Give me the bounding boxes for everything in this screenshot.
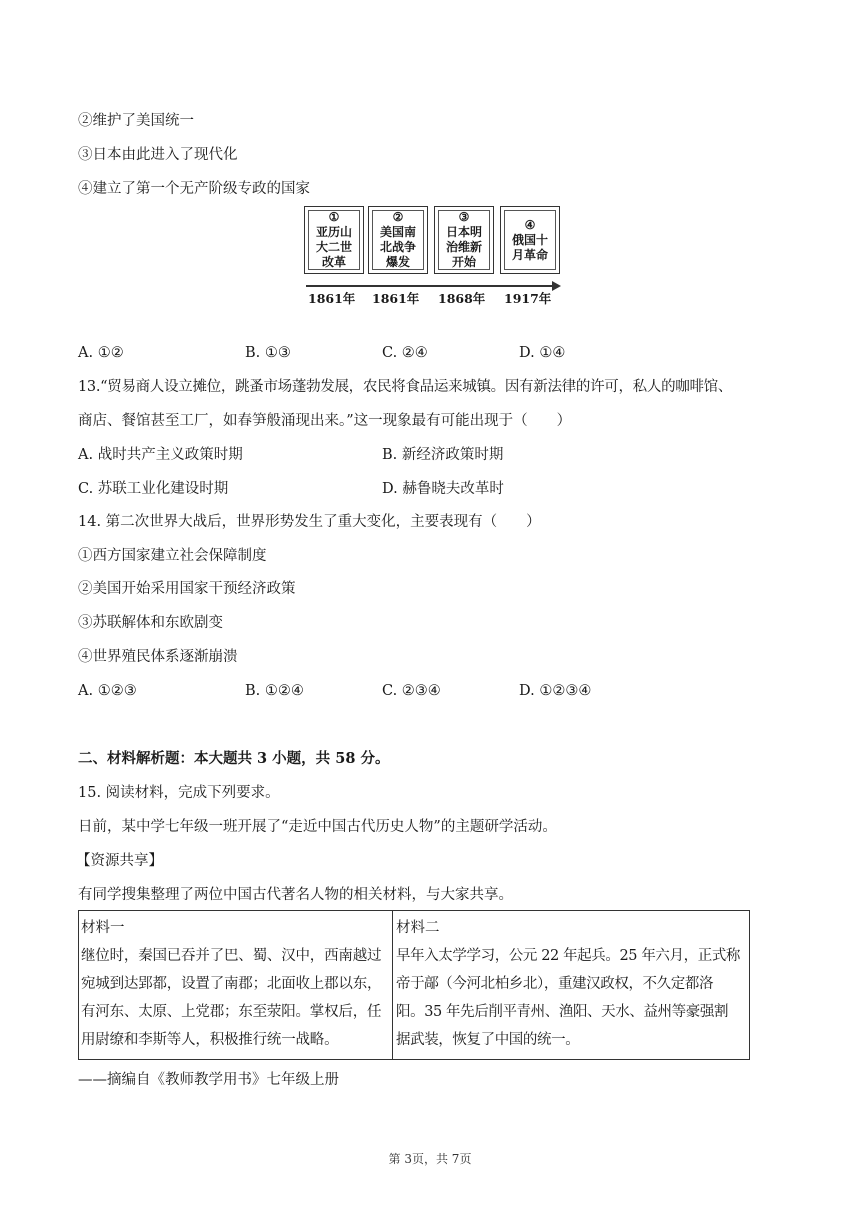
timeline-event-4 bbox=[500, 206, 560, 274]
q14-stem: 14. 第二次世界大战后，世界形势发生了重大变化，主要表现有（ ） bbox=[78, 514, 541, 530]
event-text: 爆发 bbox=[385, 255, 410, 269]
materials-table bbox=[78, 910, 750, 1060]
q13-stem-line1: 13.“贸易商人设立摊位，跳蚤市场蓬勃发展，农民将食品运来城镇。因有新法律的许可，私人的咖啡馆、 bbox=[78, 379, 733, 395]
resource-tag: 【资源共享】 bbox=[76, 853, 163, 869]
q13-option-a: A. 战时共产主义政策时期 bbox=[78, 447, 243, 463]
material-2-line: 早年入太学学习，公元 22 年起兵。25 年六月，正式称 bbox=[396, 948, 741, 964]
event-number: ① bbox=[328, 210, 340, 224]
material-1-line: 有河东、太原、上党郡；东至荥阳。掌权后，任 bbox=[81, 1004, 382, 1020]
q12-option-b: B. ①③ bbox=[245, 345, 291, 361]
timeline-year: 1917年 bbox=[504, 291, 552, 306]
material-1-cell bbox=[79, 911, 393, 1059]
event-text: 治维新 bbox=[445, 240, 482, 254]
timeline-event-2 bbox=[368, 206, 428, 274]
timeline-event-1 bbox=[304, 206, 364, 274]
event-number: ③ bbox=[458, 210, 470, 224]
q15-stem: 15. 阅读材料，完成下列要求。 bbox=[78, 785, 280, 801]
q12-option-a: A. ①② bbox=[78, 345, 124, 361]
q12-statement-4: ④建立了第一个无产阶级专政的国家 bbox=[78, 181, 310, 197]
material-2-line: 帝于鄗（今河北柏乡北），重建汉政权，不久定都洛 bbox=[396, 976, 714, 992]
q14-statement-1: ①西方国家建立社会保障制度 bbox=[78, 548, 267, 564]
q12-option-d: D. ①④ bbox=[519, 345, 566, 361]
q12-statement-3: ③日本由此进入了现代化 bbox=[78, 147, 238, 163]
q12-statement-2: ②维护了美国统一 bbox=[78, 113, 194, 129]
timeline-year: 1868年 bbox=[438, 291, 486, 306]
event-number: ② bbox=[392, 210, 404, 224]
q14-statement-3: ③苏联解体和东欧剧变 bbox=[78, 615, 223, 631]
event-text: 北战争 bbox=[379, 240, 416, 254]
resource-text: 有同学搜集整理了两位中国古代著名人物的相关材料，与大家共享。 bbox=[78, 887, 513, 903]
event-text: 俄国十 bbox=[511, 232, 548, 247]
material-2-title: 材料二 bbox=[396, 920, 440, 936]
material-1-line: 用尉缭和李斯等人，积极推行统一战略。 bbox=[81, 1032, 339, 1048]
q14-option-b: B. ①②④ bbox=[245, 683, 304, 699]
material-2-cell bbox=[393, 911, 749, 1059]
page-footer: 第 3页，共 7页 bbox=[388, 1152, 472, 1166]
q14-option-c: C. ②③④ bbox=[382, 683, 441, 699]
material-1-line: 继位时，秦国已吞并了巴、蜀、汉中，西南越过 bbox=[81, 948, 382, 964]
material-2-line: 据武装，恢复了中国的统一。 bbox=[396, 1032, 580, 1048]
event-text: 开始 bbox=[451, 255, 476, 269]
event-number: ④ bbox=[524, 217, 536, 232]
material-1-line: 宛城到达郢都，设置了南郡；北面收上郡以东， bbox=[81, 976, 382, 992]
q13-stem-line2: 商店、餐馆甚至工厂，如春笋般涌现出来。”这一现象最有可能出现于（ ） bbox=[78, 413, 572, 429]
timeline-year: 1861年 bbox=[372, 291, 420, 306]
event-text: 月革命 bbox=[511, 247, 548, 262]
q13-option-d: D. 赫鲁晓夫改革时 bbox=[382, 481, 504, 497]
q13-option-c: C. 苏联工业化建设时期 bbox=[78, 481, 229, 497]
section-heading: 二、材料解析题：本大题共 3 小题，共 58 分。 bbox=[78, 750, 390, 767]
q12-option-c: C. ②④ bbox=[382, 345, 428, 361]
q15-intro: 日前，某中学七年级一班开展了“走近中国古代历史人物”的主题研学活动。 bbox=[78, 819, 557, 835]
timeline-axis bbox=[306, 285, 556, 287]
event-text: 改革 bbox=[321, 255, 346, 269]
event-text: 亚历山 bbox=[315, 225, 352, 239]
q14-option-a: A. ①②③ bbox=[78, 683, 137, 699]
q13-option-b: B. 新经济政策时期 bbox=[382, 447, 504, 463]
event-text: 大二世 bbox=[315, 240, 352, 254]
q14-option-d: D. ①②③④ bbox=[519, 683, 592, 699]
material-2-line: 阳。35 年先后削平青州、渔阳、天水、益州等豪强割 bbox=[396, 1004, 729, 1020]
q14-statement-2: ②美国开始采用国家干预经济政策 bbox=[78, 581, 296, 597]
event-text: 美国南 bbox=[379, 225, 416, 239]
q14-statement-4: ④世界殖民体系逐渐崩溃 bbox=[78, 649, 238, 665]
source-citation: ——摘编自《教师教学用书》七年级上册 bbox=[78, 1072, 339, 1088]
timeline-year: 1861年 bbox=[308, 291, 356, 306]
material-1-title: 材料一 bbox=[81, 920, 125, 936]
timeline-event-3 bbox=[434, 206, 494, 274]
timeline-arrow-icon bbox=[552, 281, 561, 291]
event-text: 日本明 bbox=[445, 225, 482, 239]
